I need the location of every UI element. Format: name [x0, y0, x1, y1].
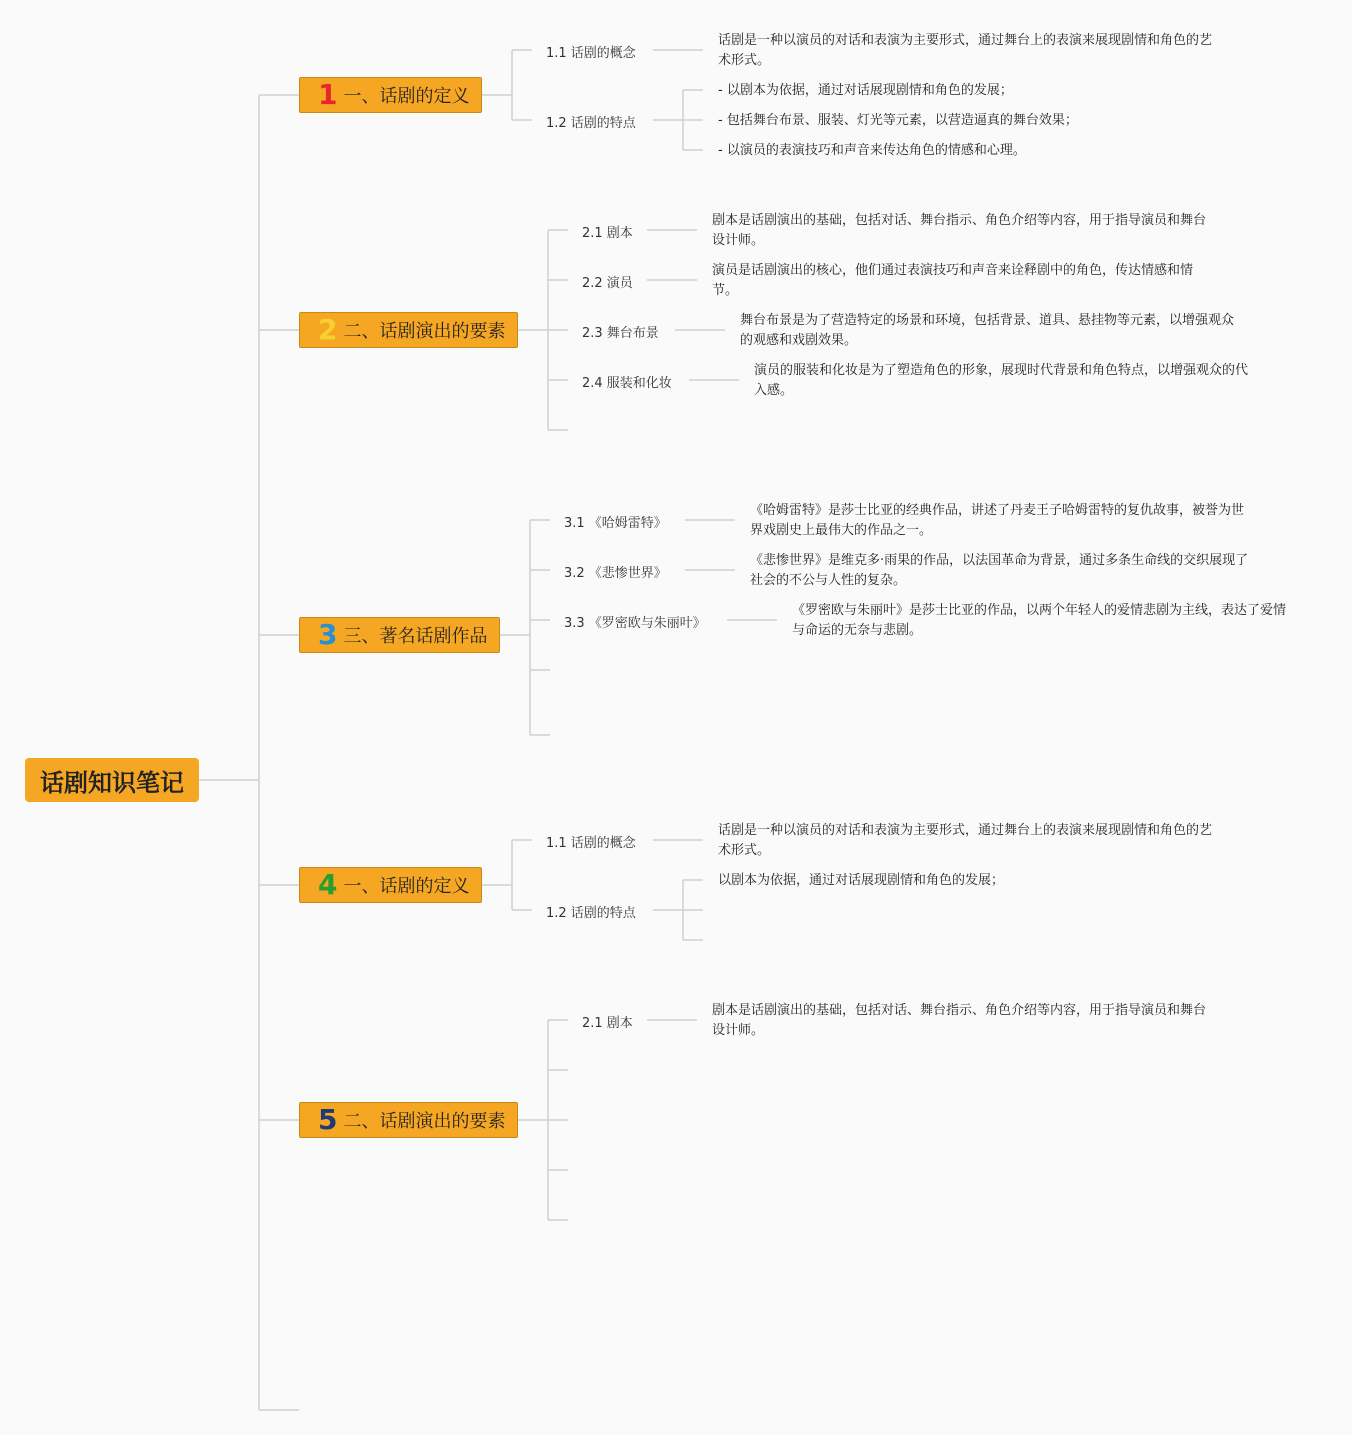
topic-title-4: 一、话剧的定义: [343, 876, 470, 897]
topic-title-1: 一、话剧的定义: [343, 86, 470, 107]
note-1-2-b: - 包括舞台布景、服装、灯光等元素，以营造逼真的舞台效果；: [718, 113, 1078, 128]
note-3-1: 《哈姆雷特》是莎士比亚的经典作品，讲述了丹麦王子哈姆雷特的复仇故事，被誉为世界戏剧史上最伟大的作品之一。: [750, 503, 1245, 538]
note-2-2: 演员是话剧演出的核心，他们通过表演技巧和声音来诠释剧中的角色，传达情感和情节。: [712, 263, 1194, 298]
note-2-4: 演员的服装和化妆是为了塑造角色的形象，展现时代背景和角色特点，以增强观众的代入感。: [754, 363, 1249, 398]
subtopic-2-3[interactable]: 2.3 舞台布景: [582, 326, 659, 341]
note-4-1: 话剧是一种以演员的对话和表演为主要形式，通过舞台上的表演来展现剧情和角色的艺术形式。: [718, 823, 1213, 858]
subtopic-2-4[interactable]: 2.4 服装和化妆: [582, 376, 672, 391]
topic-title-5: 二、话剧演出的要素: [343, 1111, 506, 1132]
note-1-2-a: - 以剧本为依据，通过对话展现剧情和角色的发展；: [718, 83, 1013, 98]
topic-number-2: 2: [318, 313, 338, 346]
topic-title-2: 二、话剧演出的要素: [343, 321, 506, 342]
topic-title-3: 三、著名话剧作品: [343, 626, 488, 647]
subtopic-2-2[interactable]: 2.2 演员: [582, 276, 633, 291]
topic-number-1: 1: [318, 78, 338, 111]
subtopic-2-1[interactable]: 2.1 剧本: [582, 226, 633, 241]
subtopic-4-1[interactable]: 1.1 话剧的概念: [546, 836, 636, 851]
topic-4[interactable]: [299, 867, 482, 903]
note-1-2-c: - 以演员的表演技巧和声音来传达角色的情感和心理。: [718, 143, 1026, 158]
subtopic-5-1[interactable]: 2.1 剧本: [582, 1016, 633, 1031]
subtopic-1-1[interactable]: 1.1 话剧的概念: [546, 46, 636, 61]
topic-2[interactable]: [299, 312, 518, 348]
topic-1[interactable]: [299, 77, 482, 113]
topic-3[interactable]: [299, 617, 500, 653]
subtopic-3-3[interactable]: 3.3 《罗密欧与朱丽叶》: [564, 616, 706, 631]
note-1-1: 话剧是一种以演员的对话和表演为主要形式，通过舞台上的表演来展现剧情和角色的艺术形式。: [718, 33, 1213, 68]
subtopic-3-1[interactable]: 3.1 《哈姆雷特》: [564, 516, 667, 531]
topic-number-3: 3: [318, 618, 338, 651]
subtopic-3-2[interactable]: 3.2 《悲惨世界》: [564, 566, 667, 581]
subtopic-1-2[interactable]: 1.2 话剧的特点: [546, 116, 636, 131]
root-topic[interactable]: 话剧知识笔记: [25, 758, 199, 802]
note-3-2: 《悲惨世界》是维克多·雨果的作品，以法国革命为背景，通过多条生命线的交织展现了社会的不公与人性的复杂。: [750, 553, 1249, 588]
topic-number-5: 5: [318, 1103, 338, 1136]
topic-number-4: 4: [318, 868, 338, 901]
subtopic-4-2[interactable]: 1.2 话剧的特点: [546, 906, 636, 921]
note-2-3: 舞台布景是为了营造特定的场景和环境，包括背景、道具、悬挂物等元素，以增强观众的观感和戏剧效果。: [740, 313, 1235, 348]
note-4-2: 以剧本为依据，通过对话展现剧情和角色的发展；: [718, 873, 1005, 888]
note-2-1: 剧本是话剧演出的基础，包括对话、舞台指示、角色介绍等内容，用于指导演员和舞台设计师。: [712, 213, 1207, 248]
topic-5[interactable]: [299, 1102, 518, 1138]
note-3-3: 《罗密欧与朱丽叶》是莎士比亚的作品，以两个年轻人的爱情悲剧为主线，表达了爱情与命运的无奈与悲剧。: [792, 603, 1287, 638]
note-5-1: 剧本是话剧演出的基础，包括对话、舞台指示、角色介绍等内容，用于指导演员和舞台设计师。: [712, 1003, 1207, 1038]
